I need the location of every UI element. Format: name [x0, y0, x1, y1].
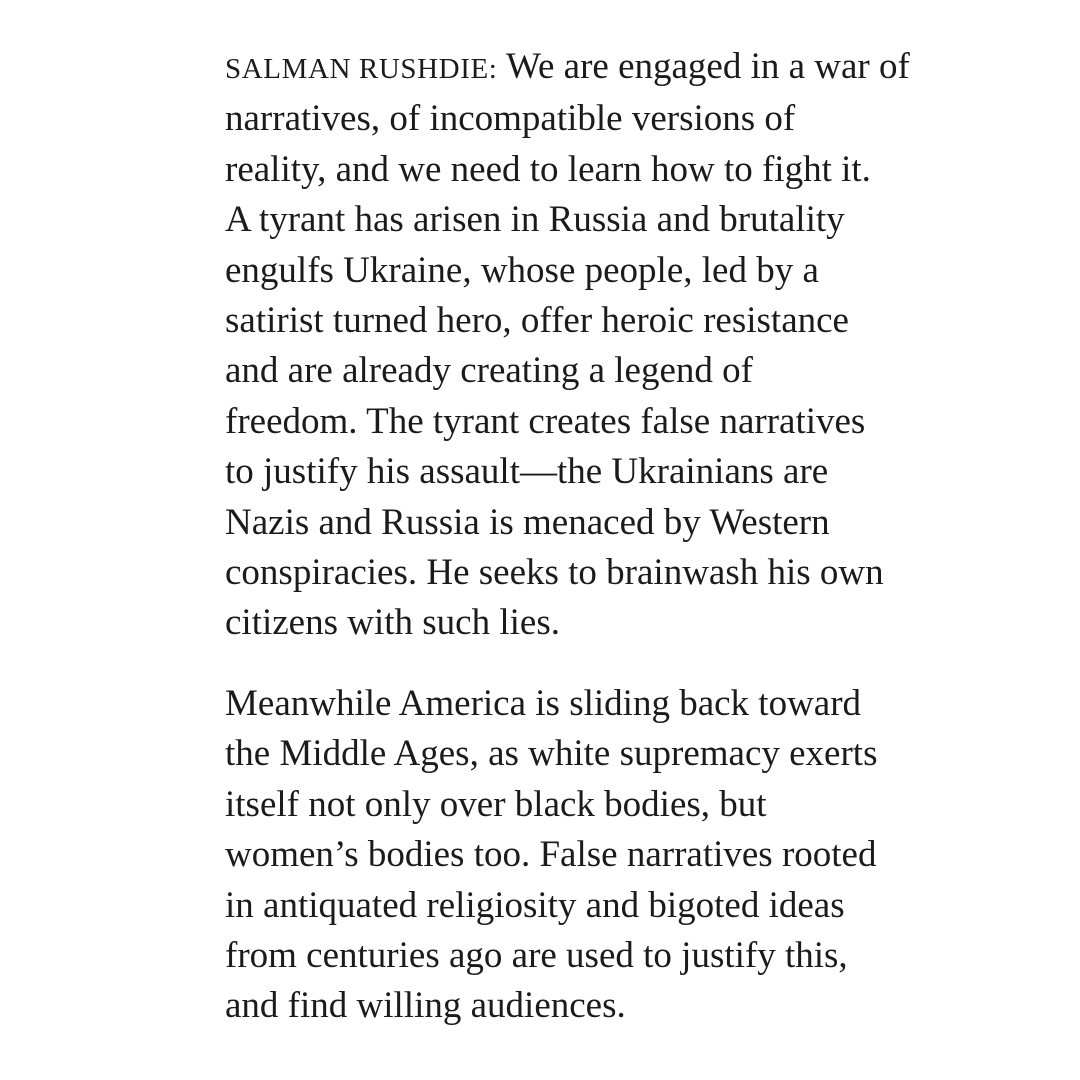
quote-line: Meanwhile America is sliding back toward: [225, 682, 862, 724]
quote-line: from centuries ago are used to justify this,: [225, 934, 848, 976]
speaker-label: SALMAN RUSHDIE:: [225, 53, 498, 85]
quote-line: to justify his assault—the Ukrainians are: [225, 451, 829, 493]
quote-line: and find willing audiences.: [225, 985, 626, 1027]
quote-line: women’s bodies too. False narratives rooted: [225, 834, 877, 876]
quote-line: A tyrant has arisen in Russia and brutality: [225, 199, 845, 241]
quote-line: the Middle Ages, as white supremacy exerts: [225, 733, 878, 775]
quote-line: narratives, of incompatible versions of: [225, 98, 796, 140]
paragraph-2: [225, 679, 905, 1032]
quote-line: conspiracies. He seeks to brainwash his own: [225, 552, 884, 594]
quote-line: engulfs Ukraine, whose people, led by a: [225, 249, 819, 291]
quote-block: [225, 42, 910, 1032]
quote-line: Nazis and Russia is menaced by Western: [225, 501, 830, 543]
quote-line: in antiquated religiosity and bigoted ideas: [225, 884, 845, 926]
quote-line: itself not only over black bodies, but: [225, 783, 767, 825]
quote-line: SALMAN RUSHDIE: We are engaged in a war of: [225, 46, 910, 87]
quote-line: satirist turned hero, offer heroic resistance: [225, 300, 849, 342]
quote-line: and are already creating a legend of: [225, 350, 753, 392]
paragraph-1: [225, 42, 910, 649]
quote-line: freedom. The tyrant creates false narratives: [225, 400, 866, 442]
quote-line: citizens with such lies.: [225, 602, 560, 644]
quote-line: reality, and we need to learn how to fight it.: [225, 148, 871, 190]
